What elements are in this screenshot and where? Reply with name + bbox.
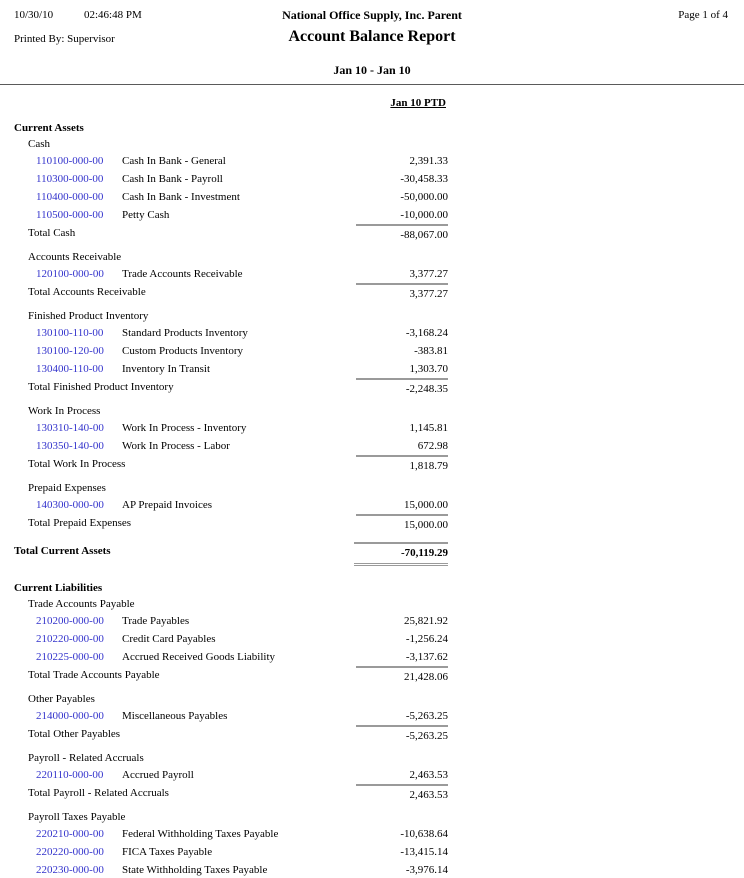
account-number-link[interactable]: 110400-000-00: [36, 191, 104, 203]
account-number-link[interactable]: 110500-000-00: [36, 209, 104, 221]
account-description: Work In Process - Inventory: [122, 422, 247, 434]
account-value: -30,458.33: [400, 173, 448, 185]
account-row: [0, 265, 744, 283]
account-value: 2,391.33: [409, 155, 448, 167]
account-row: [0, 324, 744, 342]
report-time: 02:46:48 PM: [84, 9, 142, 21]
account-row: [0, 419, 744, 437]
group-total-row: [0, 666, 744, 684]
group-total-row: [0, 455, 744, 473]
account-number-link[interactable]: 220220-000-00: [36, 846, 104, 858]
page-number: Page 1 of 4: [678, 9, 728, 21]
account-group: [0, 596, 744, 684]
account-description: Cash In Bank - Investment: [122, 191, 240, 203]
account-number-link[interactable]: 210200-000-00: [36, 615, 104, 627]
account-row: [0, 766, 744, 784]
account-value: -3,976.14: [405, 864, 448, 876]
account-row: [0, 843, 744, 861]
account-number-link[interactable]: 130100-120-00: [36, 345, 104, 357]
report-section: [0, 580, 744, 878]
account-description: Cash In Bank - General: [122, 155, 226, 167]
account-description: Accrued Received Goods Liability: [122, 651, 276, 663]
account-value: -10,000.00: [400, 209, 448, 221]
group-name: Other Payables: [28, 693, 95, 705]
account-number-link[interactable]: 130100-110-00: [36, 327, 104, 339]
account-row: [0, 437, 744, 455]
account-description: Trade Accounts Receivable: [122, 268, 243, 280]
report-section: [0, 120, 744, 568]
group-total-row: [0, 283, 744, 301]
account-description: Inventory In Transit: [122, 363, 210, 375]
group-name: Finished Product Inventory: [28, 310, 149, 322]
group-total-label: Total Work In Process: [28, 458, 126, 470]
group-name: Trade Accounts Payable: [28, 598, 135, 610]
group-name: Payroll Taxes Payable: [28, 811, 126, 823]
account-description: Credit Card Payables: [122, 633, 216, 645]
group-name: Payroll - Related Accruals: [28, 752, 144, 764]
group-total-value: -5,263.25: [356, 725, 448, 745]
group-total-value: 15,000.00: [356, 514, 448, 534]
column-header-ptd: Jan 10 PTD: [390, 97, 446, 109]
account-value: 1,303.70: [409, 363, 448, 375]
account-number-link[interactable]: 130310-140-00: [36, 422, 104, 434]
group-total-label: Total Prepaid Expenses: [28, 517, 132, 529]
account-number-link[interactable]: 210220-000-00: [36, 633, 104, 645]
account-row: [0, 360, 744, 378]
account-number-link[interactable]: 220110-000-00: [36, 769, 104, 781]
account-description: Federal Withholding Taxes Payable: [122, 828, 279, 840]
section-title: Current Assets: [14, 122, 84, 134]
group-name: Accounts Receivable: [28, 251, 122, 263]
account-description: Standard Products Inventory: [122, 327, 248, 339]
account-description: Miscellaneous Payables: [122, 710, 228, 722]
account-value: -1,256.24: [405, 633, 448, 645]
group-total-label: Total Payroll - Related Accruals: [28, 787, 169, 799]
report-period: Jan 10 - Jan 10: [333, 63, 411, 77]
account-number-link[interactable]: 110100-000-00: [36, 155, 104, 167]
header-divider: [0, 84, 744, 85]
account-value: -5,263.25: [405, 710, 448, 722]
account-value: 15,000.00: [404, 499, 448, 511]
account-number-link[interactable]: 220230-000-00: [36, 864, 104, 876]
account-number-link[interactable]: 130400-110-00: [36, 363, 104, 375]
account-row: [0, 612, 744, 630]
account-description: Petty Cash: [122, 209, 170, 221]
report-date: 10/30/10: [14, 9, 54, 21]
account-group: [0, 691, 744, 743]
account-group: [0, 136, 744, 242]
group-total-label: Total Trade Accounts Payable: [28, 669, 160, 681]
account-row: [0, 825, 744, 843]
account-number-link[interactable]: 140300-000-00: [36, 499, 104, 511]
account-number-link[interactable]: 220210-000-00: [36, 828, 104, 840]
group-total-value: -2,248.35: [356, 378, 448, 398]
account-number-link[interactable]: 214000-000-00: [36, 710, 104, 722]
account-number-link[interactable]: 120100-000-00: [36, 268, 104, 280]
group-total-row: [0, 378, 744, 396]
group-total-row: [0, 514, 744, 532]
account-group: [0, 308, 744, 396]
account-value: 3,377.27: [409, 268, 448, 280]
account-description: AP Prepaid Invoices: [122, 499, 213, 511]
account-row: [0, 496, 744, 514]
account-row: [0, 648, 744, 666]
account-value: -13,415.14: [400, 846, 448, 858]
account-value: -3,168.24: [405, 327, 448, 339]
report-title: Account Balance Report: [288, 28, 456, 45]
account-group: [0, 809, 744, 878]
account-description: Custom Products Inventory: [122, 345, 243, 357]
account-number-link[interactable]: 130350-140-00: [36, 440, 104, 452]
account-value: -383.81: [414, 345, 448, 357]
account-description: Accrued Payroll: [122, 769, 194, 781]
account-group: [0, 249, 744, 301]
account-value: 25,821.92: [404, 615, 448, 627]
account-value: 672.98: [417, 440, 448, 452]
account-number-link[interactable]: 110300-000-00: [36, 173, 104, 185]
section-grand-total-value: -70,119.29: [354, 542, 448, 566]
group-total-row: [0, 224, 744, 242]
section-grand-total-row: [0, 542, 744, 568]
group-name: Work In Process: [28, 405, 101, 417]
account-description: FICA Taxes Payable: [122, 846, 213, 858]
group-total-label: Total Finished Product Inventory: [28, 381, 174, 393]
group-total-value: 2,463.53: [356, 784, 448, 804]
account-value: -50,000.00: [400, 191, 448, 203]
account-description: Cash In Bank - Payroll: [122, 173, 223, 185]
account-row: [0, 188, 744, 206]
section-title: Current Liabilities: [14, 582, 103, 594]
account-group: [0, 480, 744, 532]
group-total-label: Total Other Payables: [28, 728, 121, 740]
account-group: [0, 403, 744, 473]
company-name: National Office Supply, Inc. Parent: [282, 8, 462, 22]
account-row: [0, 170, 744, 188]
account-value: -3,137.62: [405, 651, 448, 663]
account-description: Trade Payables: [122, 615, 190, 627]
section-grand-total-label: Total Current Assets: [14, 545, 111, 557]
account-row: [0, 630, 744, 648]
account-row: [0, 707, 744, 725]
group-total-row: [0, 725, 744, 743]
printed-by: Printed By: Supervisor: [14, 33, 115, 45]
group-total-value: 1,818.79: [356, 455, 448, 475]
report-body: [0, 120, 744, 878]
account-row: [0, 206, 744, 224]
group-total-label: Total Cash: [28, 227, 76, 239]
account-row: [0, 342, 744, 360]
account-value: 2,463.53: [409, 769, 448, 781]
account-row: [0, 152, 744, 170]
account-description: Work In Process - Labor: [122, 440, 230, 452]
account-description: State Withholding Taxes Payable: [122, 864, 268, 876]
account-row: [0, 861, 744, 878]
group-name: Cash: [28, 138, 50, 150]
account-value: 1,145.81: [409, 422, 448, 434]
group-total-value: -88,067.00: [356, 224, 448, 244]
group-total-label: Total Accounts Receivable: [28, 286, 146, 298]
account-value: -10,638.64: [400, 828, 448, 840]
account-group: [0, 750, 744, 802]
group-name: Prepaid Expenses: [28, 482, 106, 494]
account-number-link[interactable]: 210225-000-00: [36, 651, 104, 663]
group-total-value: 3,377.27: [356, 283, 448, 303]
group-total-value: 21,428.06: [356, 666, 448, 686]
group-total-row: [0, 784, 744, 802]
